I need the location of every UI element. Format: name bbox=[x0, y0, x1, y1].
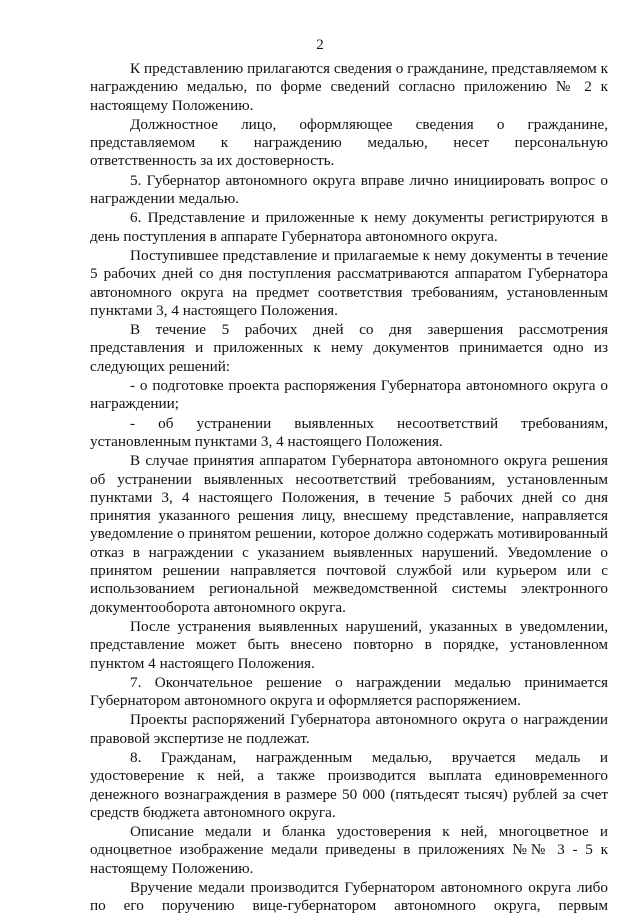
list-item: - об устранении выявленных несоответствий требованиям, установленным пунктами 3, 4 настоящего Положения. bbox=[90, 414, 608, 450]
paragraph: Поступившее представление и прилагаемые к нему документы в течение 5 рабочих дней со дня поступления рассматриваются аппаратом Губернатора автономного округа на предмет соответствия требованиям, установленным пунктами 3, 4 настоящего Положения. bbox=[90, 246, 608, 319]
paragraph: К представлению прилагаются сведения о гражданине, представляемом к награждению медалью, по форме сведений согласно приложению № 2 к настоящему Положению. bbox=[90, 60, 608, 114]
list-item: - о подготовке проекта распоряжения Губернатора автономного округа о награждении; bbox=[90, 377, 608, 413]
page-number: 2 bbox=[316, 37, 324, 53]
paragraph: Проекты распоряжений Губернатора автономного округа о награждении правовой экспертизе не подлежат. bbox=[90, 711, 608, 747]
paragraph: В случае принятия аппаратом Губернатора автономного округа решения об устранении выявленных несоответствий требованиям, установленным пунктами 3, 4 настоящего Положения, в течение 5 рабочих дней со дня принятия указанного решения лицу, внесшему представление, направляется уведомление о принятом решении, которое должно содержать мотивированный отказ в награждении с указанием выявленных нарушений. Уведомление о принятом решении направляется почтовой службой или курьером или с использованием региональной межведомственной системы электронного документооборота автономного округа. bbox=[90, 452, 608, 616]
paragraph: 7. Окончательное решение о награждении медалью принимается Губернатором автономного округа и оформляется распоряжением. bbox=[90, 673, 608, 710]
paragraph: 6. Представление и приложенные к нему документы регистрируются в день поступления в аппарате Губернатора автономного округа. bbox=[90, 209, 608, 245]
paragraph: Вручение медали производится Губернатором автономного округа либо по его поручению вице-губернатором автономного округа, первым bbox=[90, 879, 608, 915]
document-body bbox=[90, 60, 608, 917]
paragraph: 5. Губернатор автономного округа вправе лично инициировать вопрос о награждении медалью. bbox=[90, 171, 608, 208]
paragraph: После устранения выявленных нарушений, указанных в уведомлении, представление может быть внесено повторно в порядке, установленном пунктом 4 настоящего Положения. bbox=[90, 617, 608, 672]
paragraph: 8. Гражданам, награжденным медалью, вручается медаль и удостоверение к ней, а также производится выплата единовременного денежного вознаграждения в размере 50 000 (пятьдесят тысяч) рублей за счет средств бюджета автономного округа. bbox=[90, 748, 608, 821]
paragraph: В течение 5 рабочих дней со дня завершения рассмотрения представления и приложенных к нему документов принимается одно из следующих решений: bbox=[90, 321, 608, 375]
paragraph: Должностное лицо, оформляющее сведения о гражданине, представляемом к награждению медалью, несет персональную ответственность за их достоверность. bbox=[90, 115, 608, 170]
paragraph: Описание медали и бланка удостоверения к ней, многоцветное и одноцветное изображение медали приведены в приложениях №№ 3 - 5 к настоящему Положению. bbox=[90, 823, 608, 877]
